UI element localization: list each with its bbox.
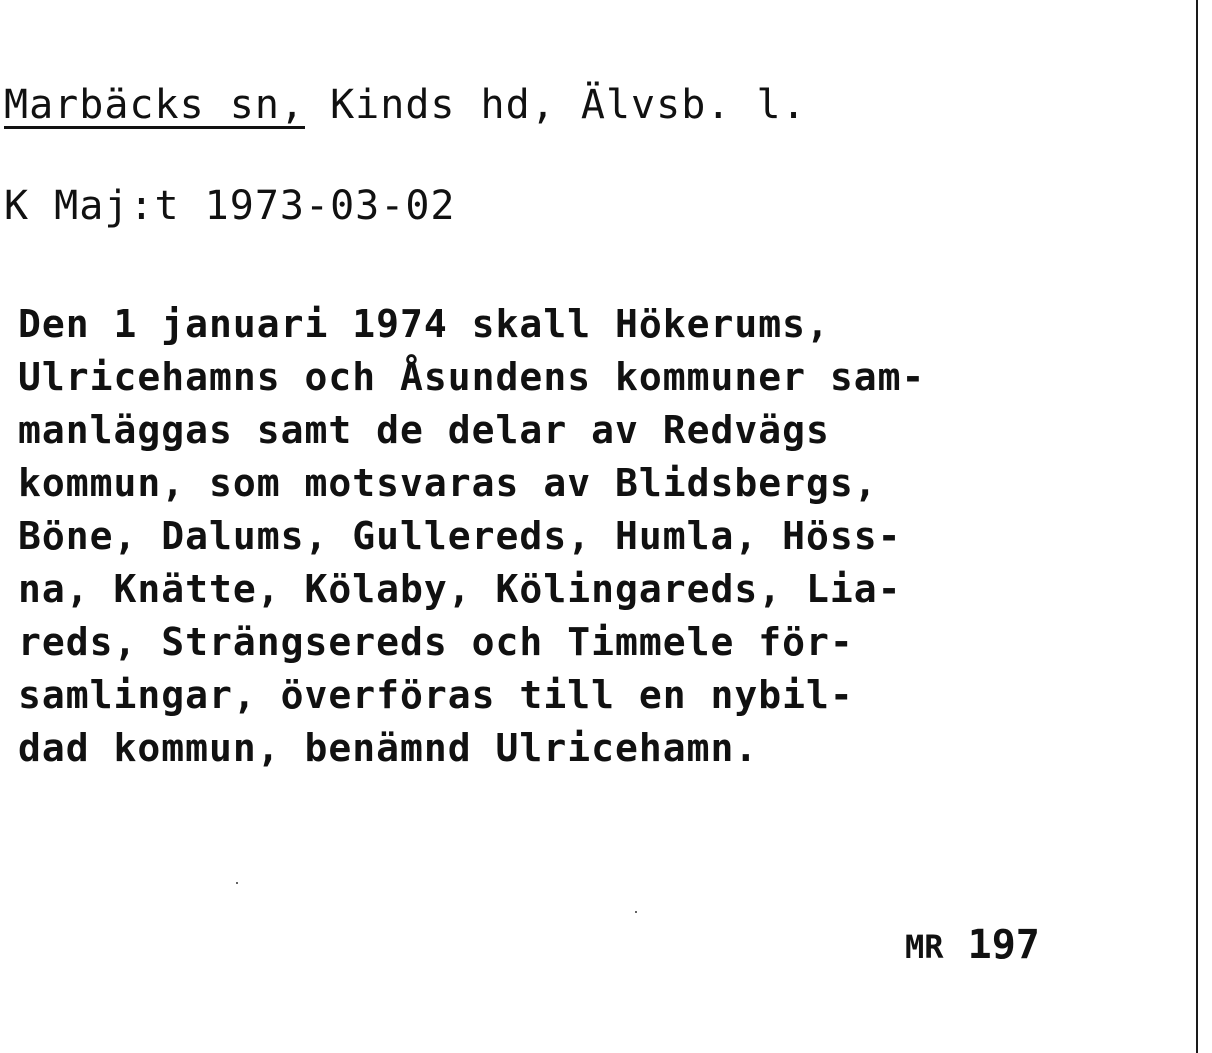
body-line: reds, Strängsereds och Timmele för- <box>18 620 854 664</box>
parish-district: Kinds hd, Älvsb. l. <box>304 82 807 128</box>
speck <box>236 882 238 884</box>
body-line: Den 1 januari 1974 skall Hökerums, <box>18 302 830 346</box>
reference-code <box>905 922 1040 968</box>
body-line: dad kommun, benämnd Ulricehamn. <box>18 726 759 770</box>
decision-date: K Maj:t 1973-03-02 <box>4 183 456 229</box>
parish-name: Marbäcks sn, <box>4 82 305 128</box>
reference-letters: MR <box>905 928 944 966</box>
decision-text <box>18 298 925 775</box>
body-line: samlingar, överföras till en nybil- <box>18 673 854 717</box>
body-line: kommun, som motsvaras av Blidsbergs, <box>18 461 878 505</box>
body-line: Ulricehamns och Åsundens kommuner sam- <box>18 355 926 399</box>
body-line: manläggas samt de delar av Redvägs <box>18 408 830 452</box>
reference-number: 197 <box>967 922 1040 968</box>
body-line: na, Knätte, Kölaby, Kölingareds, Lia- <box>18 567 902 611</box>
card-edge <box>1196 0 1198 1053</box>
parish-heading <box>4 82 807 128</box>
body-line: Böne, Dalums, Gullereds, Humla, Höss- <box>18 514 902 558</box>
speck <box>635 911 637 913</box>
